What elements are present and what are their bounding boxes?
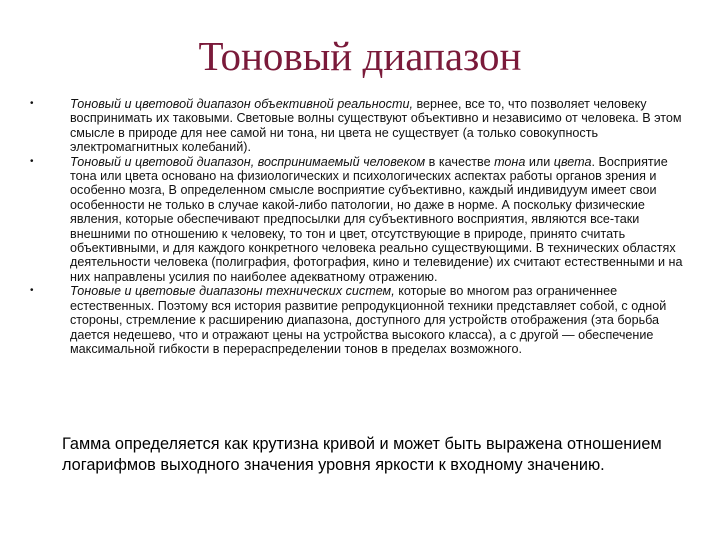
bullet-marker: • xyxy=(30,285,34,297)
bullet-marker: • xyxy=(30,98,34,109)
slide-title: Тоновый диапазон xyxy=(198,33,522,79)
bullet-emphasis: Тоновый и цветовой диапазон, воспринимаемый человеком xyxy=(70,154,426,169)
bullet-marker: • xyxy=(30,155,34,167)
bullet-emphasis: Тоновые и цветовые диапазоны технических систем, xyxy=(70,284,395,299)
bullet-item-technical-systems xyxy=(30,284,690,356)
bullet-emphasis-tone: тона xyxy=(494,154,526,169)
bullet-text: вернее, все то, что позволяет человеку воспринимать их таковыми. Световые волны существуют объективно и независимо от человека. В этом смысле в природе для нее самой ни тона, ни цвета не существует (а только совокупность электромагнитных колебаний). xyxy=(70,97,682,155)
bullet-text: или xyxy=(525,154,554,169)
bullet-item-objective-reality xyxy=(30,97,690,155)
bullet-text: которые во многом раз ограниченнее естественных. Поэтому вся история развитие репродукционной техники представляет собой, с одной стороны, стремление к расширению диапазона, доступного для устройств отображения (эта борьба дается недешево, что и отражают цены на устройства высокого класса), а с другой — обеспечение максимальной гибкости в перераспределении тонов в пределах возможного. xyxy=(70,284,667,356)
bullet-emphasis-color: цвета xyxy=(553,154,592,169)
bullet-item-human-perception xyxy=(30,155,690,285)
bullet-text: в качестве xyxy=(425,154,495,169)
bullet-text: . Восприятие тона или цвета основано на физиологических и психологических аспектах работы органов зрения и особенно мозга, В определенном смысле восприятие субъективно, каждый индивидуум имеет свои особенности не только в случае какой-либо патологии, но даже в норме. А поскольку физические явления, которые обеспечивают предпосылки для субъективного восприятия, являются все-таки внешними по отношению к человеку, то тон и цвет, отсутствующие в природе, принято считать объективными, и для каждого конкретного человека реально существующими. В технических областях деятельности человека (полиграфия, фотография, кино и телевидение) их считают естественными и на них направлены усилия по наиболее адекватному отражению. xyxy=(70,154,683,284)
bullet-list xyxy=(30,97,690,356)
gamma-definition: Гамма определяется как крутизна кривой и может быть выражена отношением логарифмов выходного значения уровня яркости к входному значению. xyxy=(62,435,662,474)
bullet-emphasis: Тоновый и цветовой диапазон объективной реальности, xyxy=(70,97,413,111)
